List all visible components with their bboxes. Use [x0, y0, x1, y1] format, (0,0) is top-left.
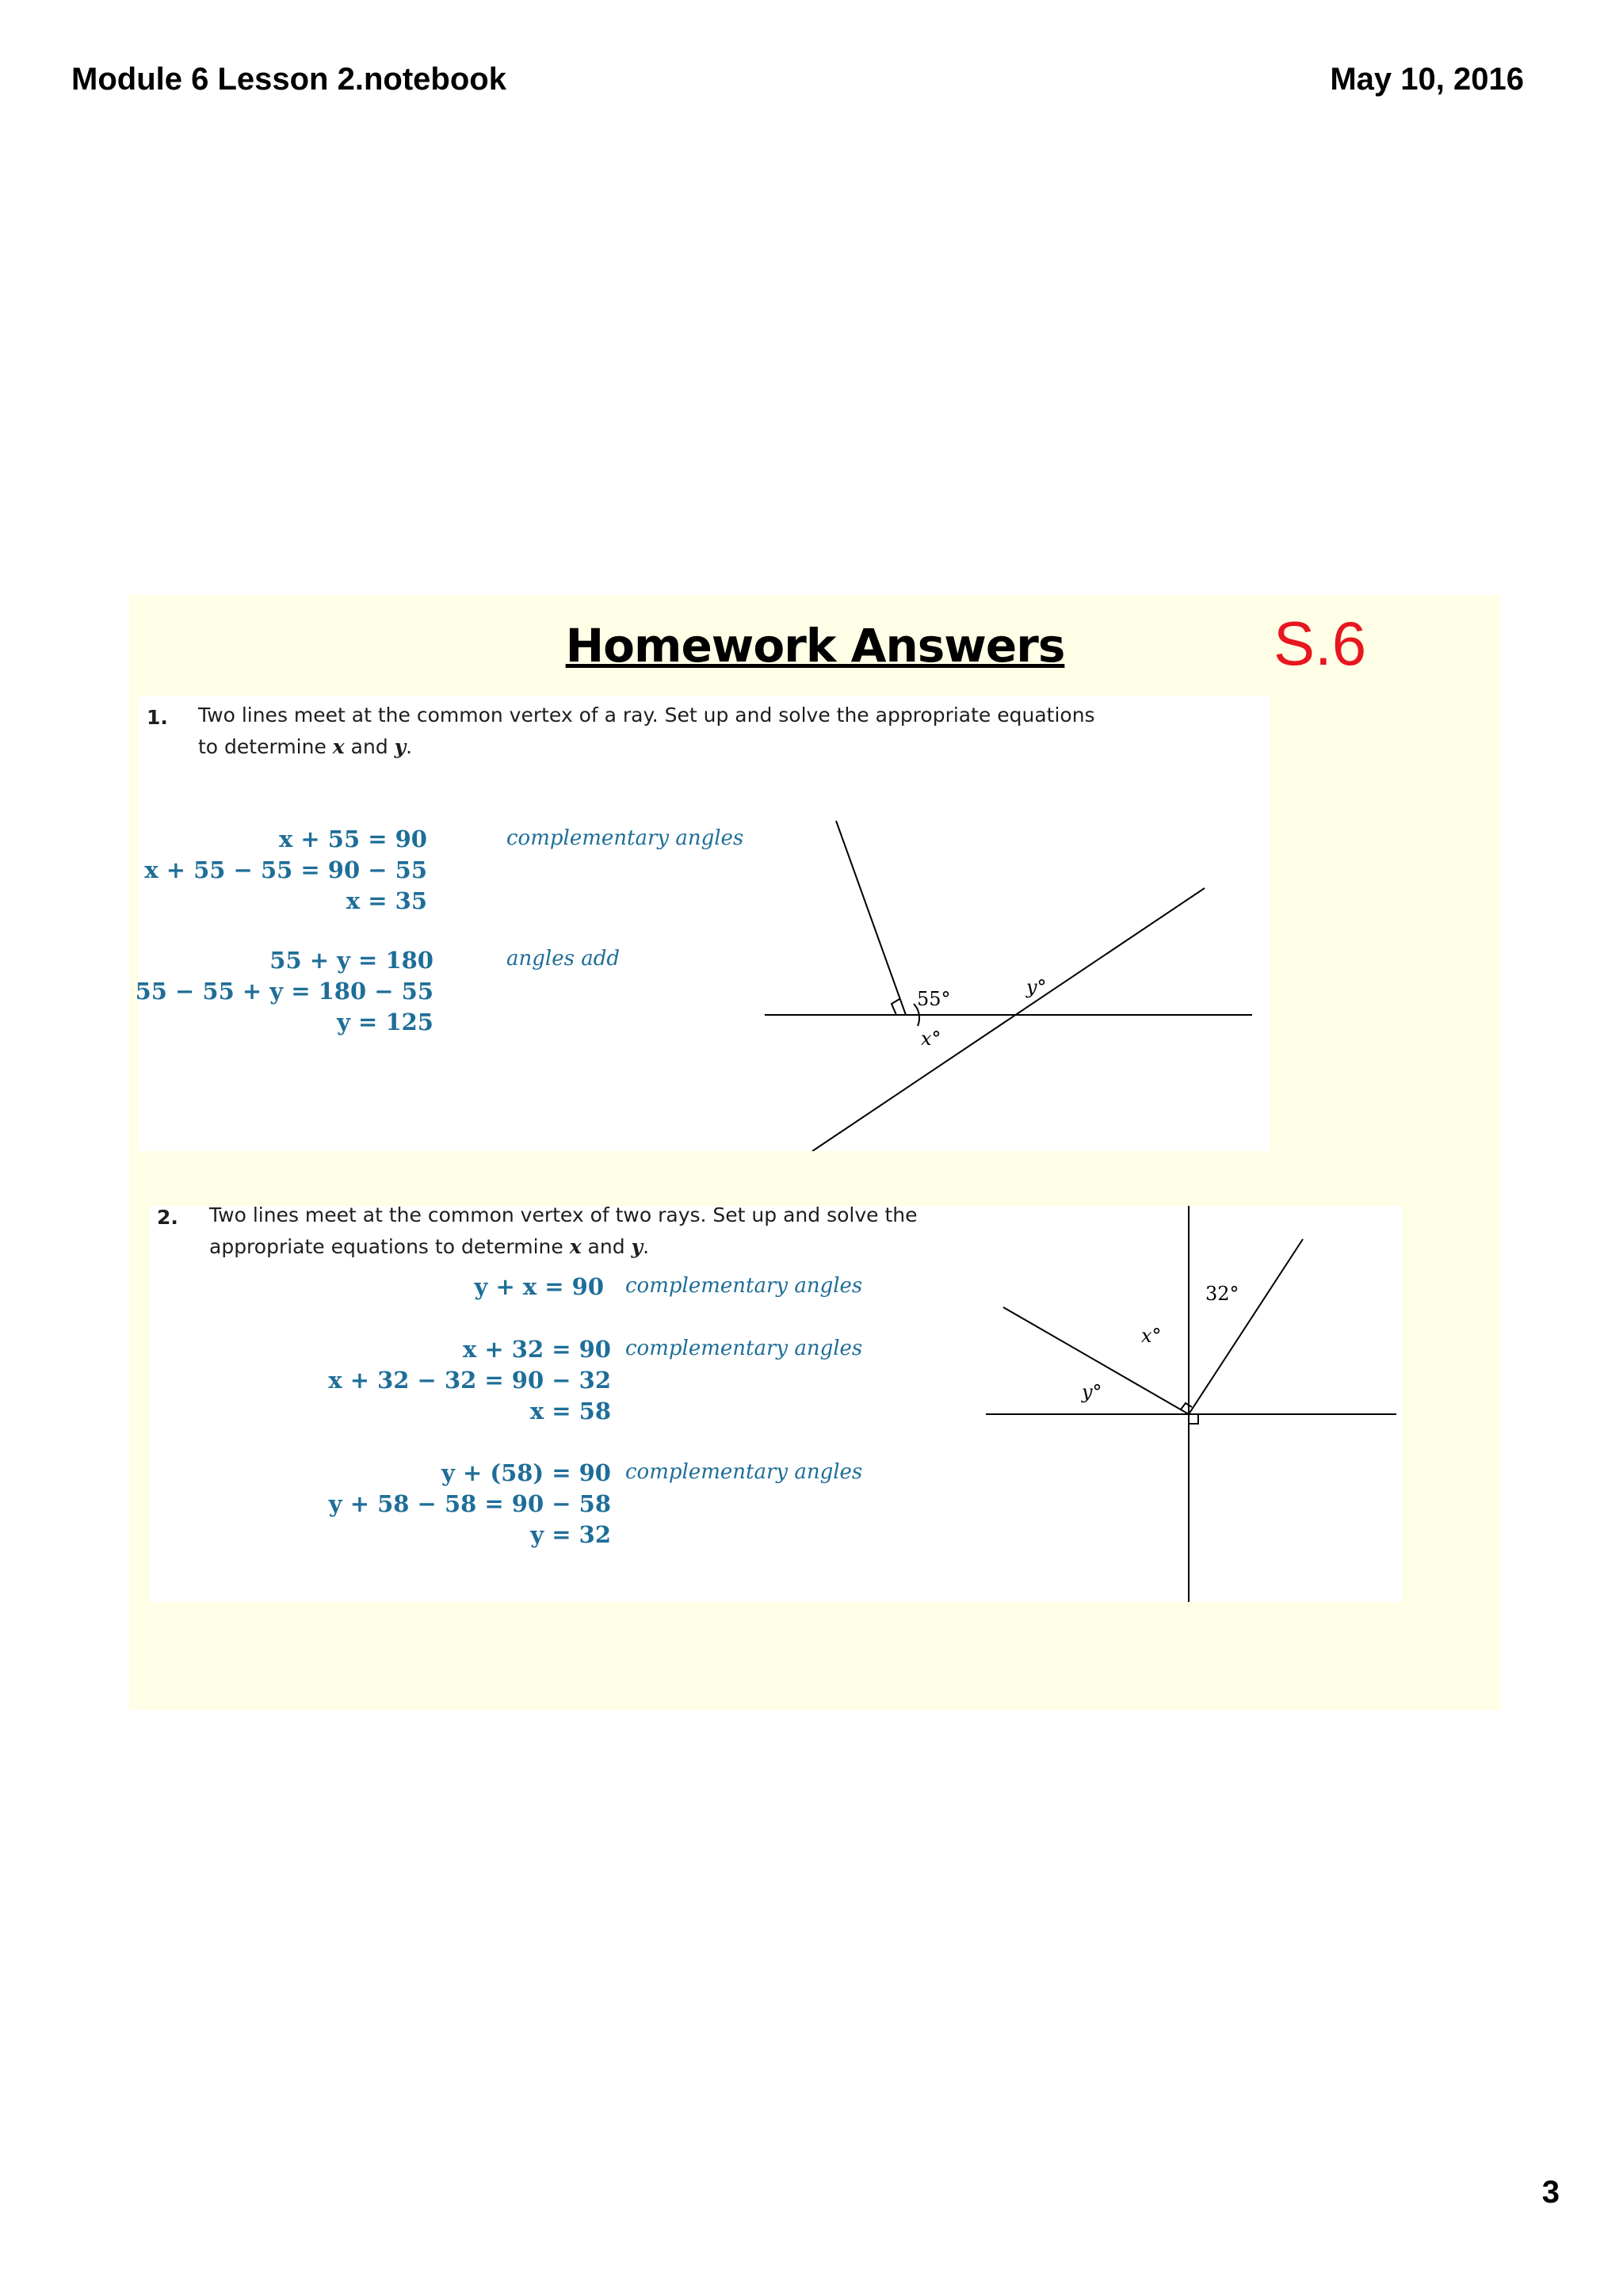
label-x: x° — [921, 1028, 941, 1050]
equation-note: complementary angles — [625, 1274, 863, 1298]
equation-line: y = 32 — [530, 1521, 611, 1548]
problem-1-and: and — [344, 735, 395, 758]
slide-tag: S.6 — [1274, 608, 1367, 678]
label-32: 32° — [1205, 1283, 1239, 1305]
equation-line: 55 + y = 180 — [269, 947, 433, 974]
problem-1-text-line2 — [198, 731, 1095, 763]
problem-1-figure — [765, 807, 1272, 1151]
right-ray — [1189, 1239, 1303, 1414]
equation-line: y + 58 − 58 = 90 − 58 — [328, 1490, 611, 1517]
equation-line: 55 − 55 + y = 180 − 55 — [135, 978, 433, 1005]
notebook-date: May 10, 2016 — [1330, 62, 1524, 97]
notebook-title: Module 6 Lesson 2.notebook — [71, 62, 506, 97]
problem-1-text-line1: Two lines meet at the common vertex of a ray. Set up and solve the appropriate equations — [198, 704, 1095, 727]
problem-1-var-x: x — [332, 735, 345, 758]
equation-line: x + 32 − 32 = 90 − 32 — [328, 1367, 611, 1394]
equation-note: angles add — [506, 947, 620, 971]
slide — [129, 595, 1501, 1710]
problem-2-var-y: y — [631, 1235, 643, 1258]
equation-line: y + (58) = 90 — [441, 1459, 611, 1486]
right-angle-mark — [1181, 1403, 1192, 1409]
problem-2-text — [209, 1199, 918, 1263]
label-55: 55° — [917, 988, 951, 1010]
ray — [836, 821, 906, 1015]
equation-line: y + x = 90 — [474, 1273, 604, 1300]
label-x: x° — [1141, 1325, 1162, 1347]
problem-2-period: . — [643, 1235, 650, 1258]
problem-1-period: . — [406, 735, 413, 758]
problem-2-number: 2. — [157, 1206, 178, 1229]
problem-1-panel — [135, 696, 1270, 1151]
problem-2-text-line1: Two lines meet at the common vertex of two rays. Set up and solve the — [209, 1203, 918, 1226]
right-angle-mark — [892, 999, 899, 1015]
problem-2-var-x: x — [569, 1235, 582, 1258]
problem-1-text-prefix: to determine — [198, 735, 333, 758]
problem-1-number: 1. — [147, 706, 168, 729]
equation-note: complementary angles — [625, 1337, 863, 1360]
problem-2-panel — [150, 1203, 1402, 1602]
equation-line: x = 35 — [346, 887, 427, 914]
problem-1-text — [198, 700, 1095, 763]
slide-title: Homework Answers — [565, 619, 1065, 673]
diagonal-line — [812, 888, 1205, 1151]
equation-line: x + 55 − 55 = 90 − 55 — [144, 856, 427, 883]
equation-note: complementary angles — [506, 826, 744, 850]
problem-2-text-line2 — [209, 1231, 918, 1263]
label-y: y° — [1026, 976, 1047, 998]
problem-2-and: and — [581, 1235, 632, 1258]
equation-line: y = 125 — [337, 1009, 433, 1035]
problem-2-text-prefix: appropriate equations to determine — [209, 1235, 570, 1258]
equation-line: x + 32 = 90 — [463, 1336, 611, 1363]
label-y: y° — [1082, 1381, 1102, 1403]
problem-2-figure — [986, 1202, 1398, 1602]
problem-1-var-y: y — [394, 735, 407, 758]
page-number: 3 — [1541, 2175, 1560, 2210]
equation-note: complementary angles — [625, 1460, 863, 1484]
equation-line: x = 58 — [529, 1398, 611, 1425]
right-angle-mark — [1189, 1414, 1198, 1424]
equation-line: x + 55 = 90 — [279, 826, 427, 852]
